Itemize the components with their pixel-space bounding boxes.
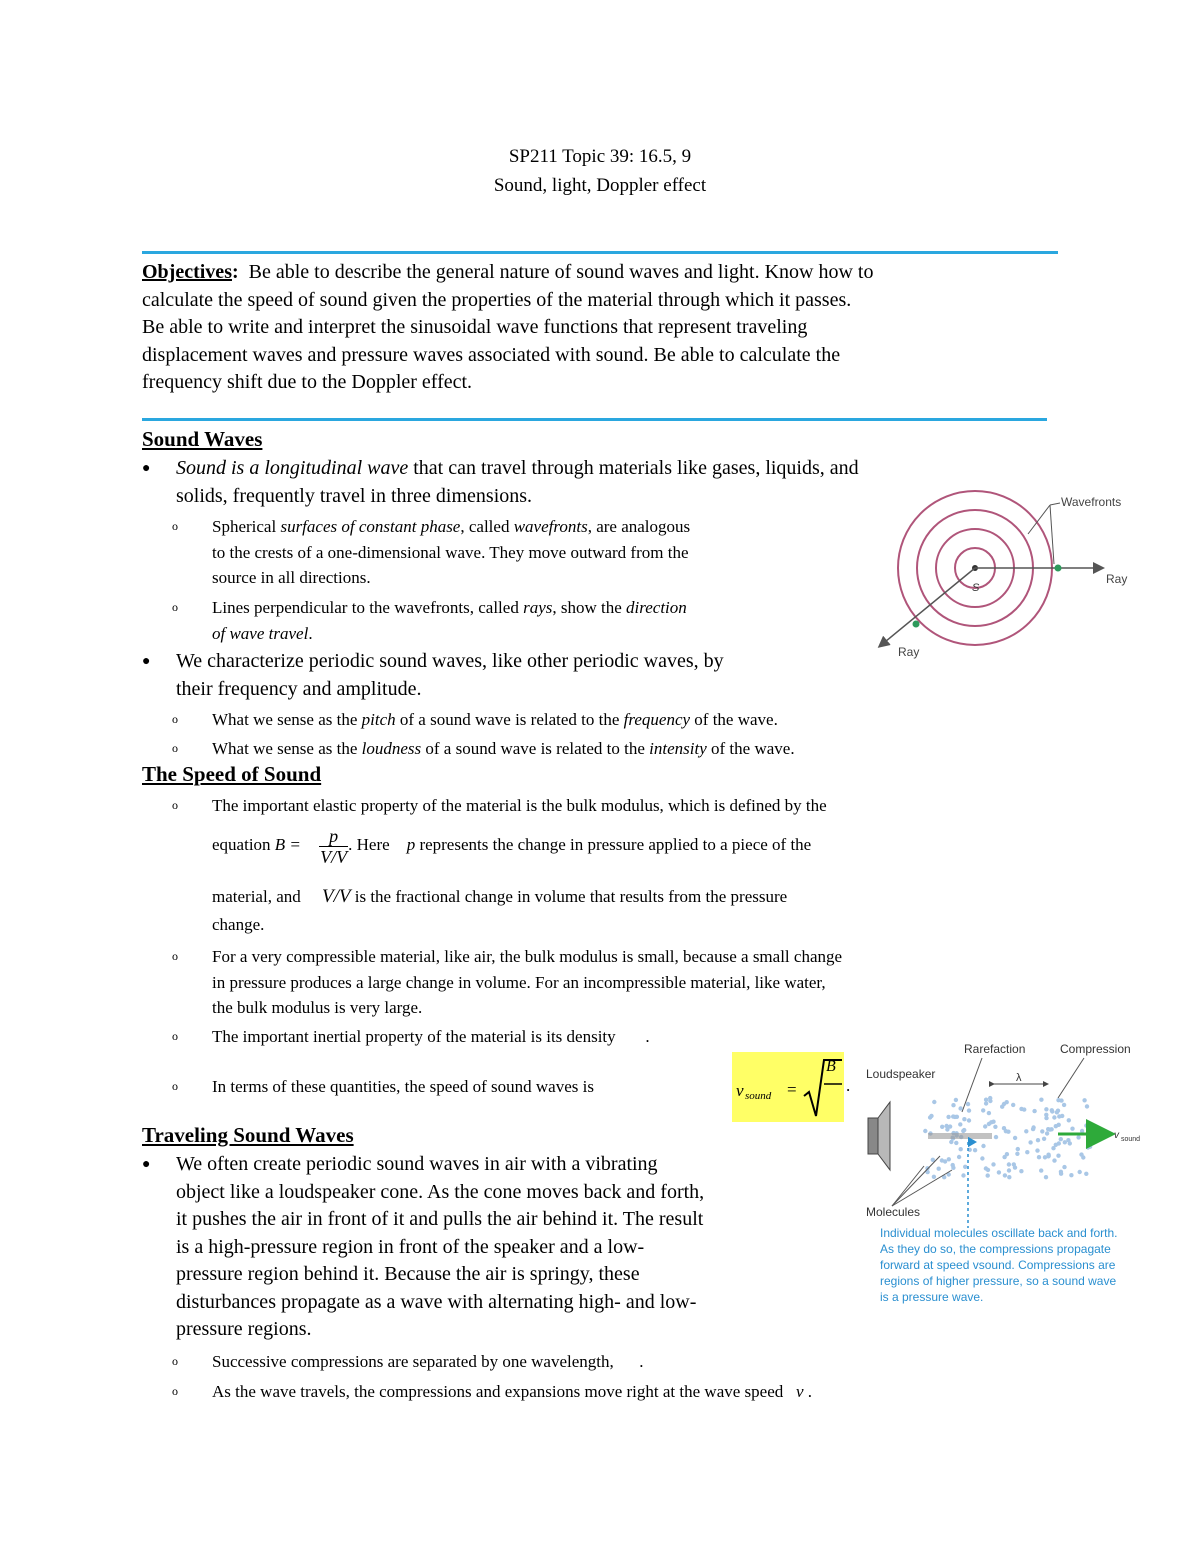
molecule-dot bbox=[1005, 1152, 1009, 1156]
objectives-block bbox=[142, 259, 1060, 397]
svg-text:is a pressure wave.: is a pressure wave. bbox=[880, 1290, 984, 1304]
molecule-dot bbox=[967, 1108, 971, 1112]
bulk-modulus-fraction: $\frac{p}{V/V}$ bbox=[320, 825, 348, 867]
ray-marker bbox=[1055, 565, 1062, 572]
molecule-dot bbox=[1050, 1109, 1054, 1113]
molecule-dot bbox=[923, 1129, 927, 1133]
molecule-dot bbox=[1066, 1138, 1070, 1142]
bullet-dot: ● bbox=[142, 654, 151, 669]
molecule-dot bbox=[1046, 1127, 1050, 1131]
molecule-dot bbox=[1031, 1127, 1035, 1131]
velocity-sub: sound bbox=[1121, 1136, 1141, 1143]
molecule-dot bbox=[981, 1108, 985, 1112]
molecule-dot bbox=[1011, 1103, 1015, 1107]
wavelength-label: λ bbox=[1016, 1072, 1022, 1084]
molecule-dot bbox=[1039, 1098, 1043, 1102]
molecule-dot bbox=[1076, 1135, 1080, 1139]
molecule-dot bbox=[986, 1173, 990, 1177]
objectives-colon: : bbox=[231, 261, 239, 283]
molecule-dot bbox=[958, 1122, 962, 1126]
molecule-dot bbox=[961, 1173, 965, 1177]
circle-bullet: o bbox=[172, 519, 178, 533]
molecule-dot bbox=[1052, 1115, 1056, 1119]
molecule-dot bbox=[1082, 1098, 1086, 1102]
molecule-dot bbox=[993, 1125, 997, 1129]
molecule-dot bbox=[1006, 1130, 1010, 1134]
molecule-dot bbox=[1007, 1168, 1011, 1172]
circle-bullet: o bbox=[172, 1079, 178, 1093]
objectives-line: Be able to describe the general nature of sound waves and light. Know how to bbox=[248, 261, 874, 283]
bullet-loudspeaker: ● We often create periodic sound waves in air with a vibrating object like a loudspeaker cone. As the cone moves back and forth, it pushes the air in front of it and pulls the air behind it. The result is a high-pressure region in front of the speaker and a low- pressure region behind it. Because the air is springy, these disturbances propagate as a wave with alternating high- and low- pressure regions. bbox=[142, 1153, 705, 1340]
molecule-dot bbox=[962, 1117, 966, 1121]
sqrt-symbol bbox=[802, 1056, 844, 1120]
molecule-dot bbox=[1002, 1126, 1006, 1130]
molecule-dot bbox=[1081, 1155, 1085, 1159]
molecule-dot bbox=[1037, 1155, 1041, 1159]
objectives-label: Objectives bbox=[142, 261, 232, 283]
molecule-dot bbox=[1057, 1114, 1061, 1118]
molecule-dot bbox=[1035, 1148, 1039, 1152]
bullet-text: that can travel through materials like gases, liquids, and bbox=[408, 457, 859, 479]
molecule-dot bbox=[1003, 1173, 1007, 1177]
molecule-dot bbox=[989, 1120, 993, 1124]
molecule-dot bbox=[1052, 1158, 1056, 1162]
circle-bullet: o bbox=[172, 600, 178, 614]
circle-bullet: o bbox=[172, 949, 178, 963]
bulk-modulus-explanation: material, and V/V is the fractional change in volume that results from the pressure change. bbox=[212, 886, 788, 934]
bullet-periodic: ● We characterize periodic sound waves, like other periodic waves, by their frequency and amplitude. bbox=[142, 650, 724, 700]
svg-text:Individual molecules oscillate: Individual molecules oscillate back and forth. bbox=[880, 1226, 1118, 1240]
molecule-dot bbox=[937, 1167, 941, 1171]
circle-bullet: o bbox=[172, 798, 178, 812]
source-label: S bbox=[972, 582, 980, 594]
molecule-dot bbox=[1044, 1107, 1048, 1111]
sub-bullet-rays: o Lines perpendicular to the wavefronts, called rays, show the direction of wave travel. bbox=[172, 595, 872, 646]
molecule-dot bbox=[929, 1114, 933, 1118]
molecule-dot bbox=[1054, 1143, 1058, 1147]
bullet-text-italic: Sound is a longitudinal wave bbox=[176, 457, 409, 479]
circle-bullet: o bbox=[172, 1384, 178, 1398]
molecule-dot bbox=[987, 1111, 991, 1115]
objectives-line: Be able to write and interpret the sinusoidal wave functions that represent traveling bbox=[142, 316, 808, 338]
svg-text:regions of higher pressure, so: regions of higher pressure, so a sound wave bbox=[880, 1274, 1117, 1288]
molecule-dot bbox=[1032, 1109, 1036, 1113]
molecule-dot bbox=[1070, 1127, 1074, 1131]
molecule-dot bbox=[986, 1168, 990, 1172]
molecule-dot bbox=[1025, 1150, 1029, 1154]
molecule-dot bbox=[1085, 1104, 1089, 1108]
bullet-dot: ● bbox=[142, 461, 151, 476]
molecule-dot bbox=[1019, 1169, 1023, 1173]
molecule-dot bbox=[1013, 1136, 1017, 1140]
molecule-dot bbox=[1059, 1137, 1063, 1141]
molecules-label: Molecules bbox=[866, 1205, 921, 1219]
ray-left bbox=[880, 568, 975, 646]
molecule-dot bbox=[1044, 1175, 1048, 1179]
sub-bullet-wavefronts: o Spherical surfaces of constant phase, called wavefronts, are analogous to the crests of a one-dimensional wave. They move outward from the source in all directions. bbox=[172, 514, 872, 591]
wavefronts-label: Wavefronts bbox=[1061, 495, 1122, 509]
molecule-dot bbox=[1012, 1162, 1016, 1166]
top-rule bbox=[142, 251, 1058, 254]
molecule-dot bbox=[1056, 1109, 1060, 1113]
molecule-dot bbox=[1024, 1129, 1028, 1133]
molecule-dot bbox=[932, 1100, 936, 1104]
molecule-dot bbox=[1042, 1137, 1046, 1141]
circle-bullet: o bbox=[172, 1029, 178, 1043]
molecule-dot bbox=[957, 1155, 961, 1159]
sub-bullet-pitch: o What we sense as the pitch of a sound wave is related to the frequency of the wave. bbox=[172, 707, 1072, 733]
traveling-heading: Traveling Sound Waves bbox=[142, 1123, 354, 1147]
molecule-dot bbox=[991, 1162, 995, 1166]
molecule-dot bbox=[1015, 1152, 1019, 1156]
molecule-dot bbox=[1007, 1162, 1011, 1166]
molecule-dot bbox=[994, 1135, 998, 1139]
circle-bullet: o bbox=[172, 741, 178, 755]
sub-bullet-wavelength: o Successive compressions are separated by one wavelength, . bbox=[172, 1349, 1072, 1375]
molecule-dot bbox=[988, 1096, 992, 1100]
speed-of-sound-heading: The Speed of Sound bbox=[142, 762, 322, 786]
molecule-dot bbox=[1059, 1098, 1063, 1102]
rarefaction-label: Rarefaction bbox=[964, 1042, 1026, 1056]
molecule-dot bbox=[1059, 1170, 1063, 1174]
sub-bullet-loudness: o What we sense as the loudness of a sound wave is related to the intensity of the wave. bbox=[172, 736, 1072, 762]
molecule-dot bbox=[1057, 1123, 1061, 1127]
molecule-dot bbox=[949, 1140, 953, 1144]
molecule-dot bbox=[1062, 1165, 1066, 1169]
molecule-dot bbox=[1028, 1140, 1032, 1144]
circle-bullet: o bbox=[172, 1354, 178, 1368]
molecule-dot bbox=[945, 1127, 949, 1131]
velocity-label: v bbox=[1114, 1130, 1119, 1141]
molecule-dot bbox=[946, 1115, 950, 1119]
molecule-dot bbox=[1062, 1103, 1066, 1107]
molecule-dot bbox=[1002, 1102, 1006, 1106]
molecule-dot bbox=[947, 1157, 951, 1161]
bulk-modulus-equation-line: equation B = $\frac{p}{V/V}$ . Here p represents the change in pressure applied to a piece of the bbox=[212, 825, 812, 867]
speed-formula-end: . bbox=[846, 1076, 851, 1095]
molecule-dot bbox=[1044, 1113, 1048, 1117]
sound-waves-heading: Sound Waves bbox=[142, 427, 263, 451]
molecule-dot bbox=[1088, 1145, 1092, 1149]
bullet-text: solids, frequently travel in three dimensions. bbox=[176, 484, 533, 507]
ray-marker bbox=[913, 621, 920, 628]
compression-label: Compression bbox=[1060, 1042, 1131, 1056]
svg-text:forward at speed vsound. Compr: forward at speed vsound. Compressions are bbox=[880, 1258, 1116, 1272]
molecule-dot bbox=[1056, 1154, 1060, 1158]
sub-bullet-compressible: o For a very compressible material, like air, the bulk modulus is small, because a small change in pressure produces a large change in volume. For an incompressible material, like water, the bulk modulus is very large. bbox=[172, 944, 1072, 1021]
ray-label-right: Ray bbox=[1106, 572, 1128, 586]
sub-bullet-speed-formula: o In terms of these quantities, the speed of sound waves is bbox=[172, 1074, 872, 1100]
ray-label-left: Ray bbox=[898, 645, 920, 659]
page-subtitle: Sound, light, Doppler effect bbox=[493, 175, 707, 196]
molecule-dot bbox=[1019, 1107, 1023, 1111]
loudspeaker-diagram bbox=[862, 1038, 1148, 1308]
speaker-icon bbox=[868, 1102, 890, 1170]
molecule-dot bbox=[1039, 1168, 1043, 1172]
wavefront-diagram bbox=[862, 486, 1138, 660]
objectives-line: displacement waves and pressure waves associated with sound. Be able to calculate the bbox=[142, 343, 841, 366]
molecule-dot bbox=[951, 1166, 955, 1170]
molecule-dot bbox=[984, 1101, 988, 1105]
molecule-dot bbox=[940, 1125, 944, 1129]
wavefront-pointer bbox=[1028, 505, 1050, 534]
molecule-dot bbox=[954, 1098, 958, 1102]
molecule-dot bbox=[997, 1170, 1001, 1174]
speed-formula-highlight: v sound = B bbox=[732, 1052, 844, 1122]
page-title: SP211 Topic 39: 16.5, 9 bbox=[508, 146, 692, 167]
molecule-dot bbox=[954, 1141, 958, 1145]
molecule-dot bbox=[1016, 1147, 1020, 1151]
figure-caption bbox=[880, 1226, 1117, 1304]
svg-text:As they do so, the compression: As they do so, the compressions propagate bbox=[880, 1242, 1111, 1256]
molecule-dot bbox=[966, 1102, 970, 1106]
molecule-dot bbox=[963, 1165, 967, 1169]
sub-bullet-density: o The important inertial property of the material is its density . bbox=[172, 1024, 872, 1050]
molecule-dot bbox=[932, 1175, 936, 1179]
molecule-dot bbox=[981, 1144, 985, 1148]
molecule-dot bbox=[958, 1106, 962, 1110]
objectives-line: frequency shift due to the Doppler effect. bbox=[142, 371, 473, 393]
molecule-dot bbox=[1078, 1170, 1082, 1174]
molecule-dot bbox=[953, 1115, 957, 1119]
objectives-line: calculate the speed of sound given the properties of the material through which it passes. bbox=[142, 288, 852, 311]
circle-bullet: o bbox=[172, 712, 178, 726]
molecule-dot bbox=[951, 1103, 955, 1107]
molecule-dot bbox=[1084, 1172, 1088, 1176]
molecule-dot bbox=[1036, 1138, 1040, 1142]
bullet-dot: ● bbox=[142, 1157, 151, 1172]
molecule-dot bbox=[973, 1148, 977, 1152]
bottom-rule bbox=[142, 418, 1047, 421]
sub-bullet-bulk-modulus: o The important elastic property of the material is the bulk modulus, which is defined by the bbox=[172, 793, 1072, 819]
molecule-dot bbox=[980, 1156, 984, 1160]
sub-bullet-wave-speed: o As the wave travels, the compressions and expansions move right at the wave speed v . bbox=[172, 1379, 1072, 1405]
molecule-dot bbox=[959, 1147, 963, 1151]
molecule-dot bbox=[943, 1159, 947, 1163]
molecule-dot bbox=[1084, 1123, 1088, 1127]
molecule-dot bbox=[1069, 1173, 1073, 1177]
loudspeaker-label: Loudspeaker bbox=[866, 1067, 936, 1081]
molecule-dot bbox=[983, 1124, 987, 1128]
molecule-dot bbox=[984, 1098, 988, 1102]
molecule-dot bbox=[1046, 1153, 1050, 1157]
molecule-dot bbox=[1045, 1131, 1049, 1135]
molecule-dot bbox=[1067, 1118, 1071, 1122]
molecule-dot bbox=[967, 1118, 971, 1122]
molecule-dot bbox=[1040, 1129, 1044, 1133]
molecule-dot bbox=[1007, 1175, 1011, 1179]
molecule-dot bbox=[962, 1128, 966, 1132]
